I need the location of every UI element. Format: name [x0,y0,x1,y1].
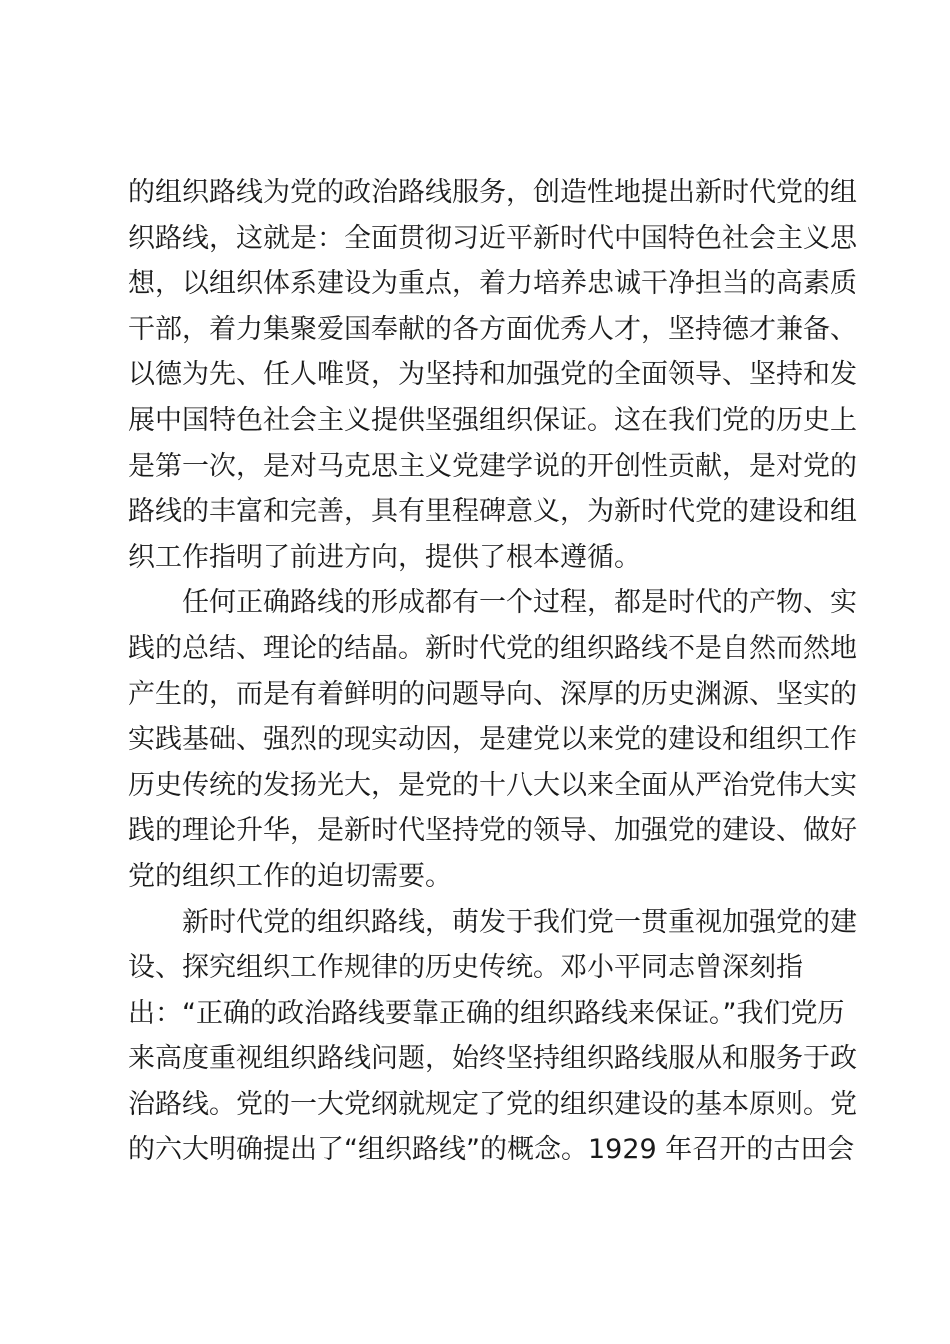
text-line: 任何正确路线的形成都有一个过程，都是时代的产物、实 [182,587,857,619]
text-line: 产生的，而是有着鲜明的问题导向、深厚的历史渊源、坚实的 [128,678,857,710]
text-line: 织工作指明了前进方向，提供了根本遵循。 [128,541,641,573]
text-line: 以德为先、任人唯贤，为坚持和加强党的全面领导、坚持和发 [128,359,857,391]
text-line: 来高度重视组织路线问题，始终坚持组织路线服从和服务于政 [128,1043,857,1075]
text-line: 路线的丰富和完善，具有里程碑意义，为新时代党的建设和组 [128,496,857,528]
text-line: 实践基础、强烈的现实动因，是建党以来党的建设和组织工作 [128,724,857,756]
body-text [128,170,857,1173]
text-line: 的六大明确提出了“组织路线”的概念。1929 年召开的古田会 [128,1134,855,1166]
text-line: 践的理论升华，是新时代坚持党的领导、加强党的建设、做好 [128,815,857,847]
text-line: 治路线。党的一大党纲就规定了党的组织建设的基本原则。党 [128,1088,857,1120]
text-line: 新时代党的组织路线，萌发于我们党一贯重视加强党的建 [182,906,857,938]
text-line: 是第一次，是对马克思主义党建学说的开创性贡献，是对党的 [128,450,857,482]
text-line: 展中国特色社会主义提供坚强组织保证。这在我们党的历史上 [128,404,857,436]
text-line: 历史传统的发扬光大，是党的十八大以来全面从严治党伟大实 [128,769,857,801]
text-line: 践的总结、理论的结晶。新时代党的组织路线不是自然而然地 [128,632,857,664]
text-line: 党的组织工作的迫切需要。 [128,860,452,892]
text-line: 干部，着力集聚爱国奉献的各方面优秀人才，坚持德才兼备、 [128,313,857,345]
text-line: 想，以组织体系建设为重点，着力培养忠诚干净担当的高素质 [128,268,857,300]
text-line: 设、探究组织工作规律的历史传统。邓小平同志曾深刻指 [128,952,803,984]
text-line: 织路线，这就是：全面贯彻习近平新时代中国特色社会主义思 [128,222,857,254]
text-line: 的组织路线为党的政治路线服务，创造性地提出新时代党的组 [128,177,857,208]
text-line: 出：“正确的政治路线要靠正确的组织路线来保证。”我们党历 [128,997,845,1029]
